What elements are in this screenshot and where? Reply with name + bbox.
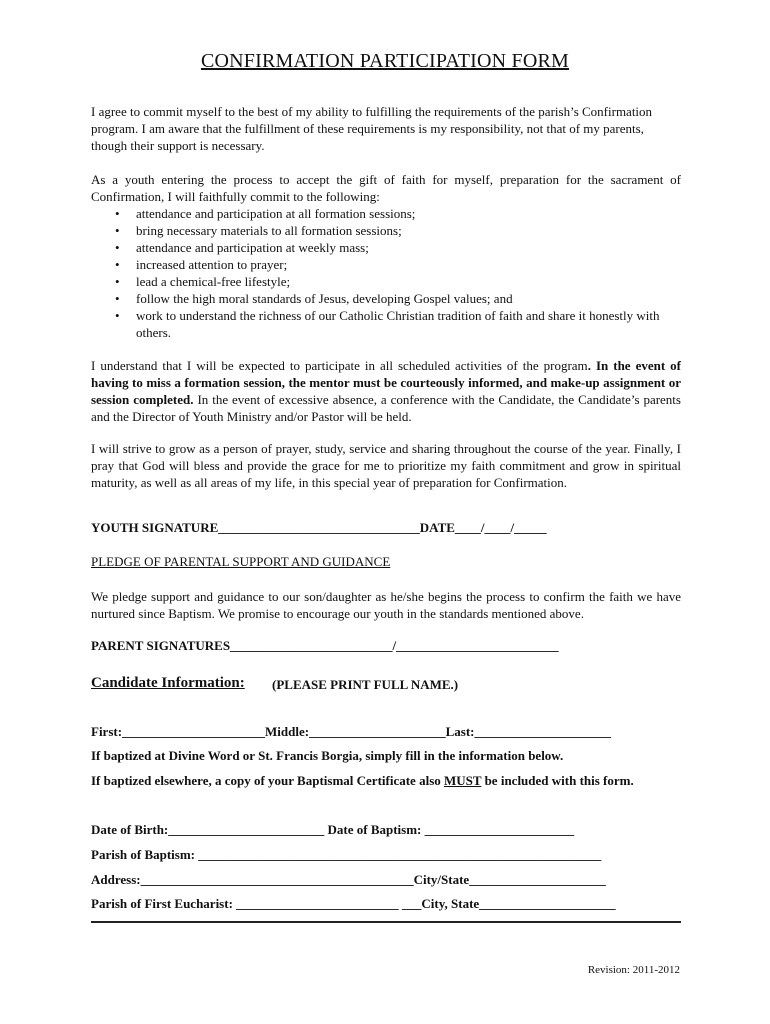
pledge-paragraph: We pledge support and guidance to our son/daughter as he/she begins the process to confirm the faith we have nurtured since Baptism. We promise to encourage our youth in the standards mentioned above. xyxy=(91,589,681,621)
growth-paragraph: I will strive to grow as a person of prayer, study, service and sharing throughout the course of the year. Finally, I pray that God will bless and provide the grace for me to prioritize my faith commitment and grow in spiritual maturity, as well as all areas of my life, in this special year of preparation for Confirmation. xyxy=(91,441,681,490)
must-emphasis: MUST xyxy=(444,773,482,788)
list-item: • work to understand the richness of our Catholic Christian tradition of faith and share it honestly with others. xyxy=(91,307,681,341)
list-item: • attendance and participation at weekly mass; xyxy=(91,239,681,256)
parish-of-baptism-field[interactable]: Parish of Baptism: ______________________________________________________________ xyxy=(91,847,602,862)
parent-signatures-line[interactable]: PARENT SIGNATURES_________________________/_________________________ xyxy=(91,638,559,653)
baptized-here-note: If baptized at Divine Word or St. Francis Borgia, simply fill in the information below. xyxy=(91,748,564,763)
attendance-text: I understand that I will be expected to participate in all scheduled activities of the program xyxy=(91,358,588,373)
baptized-elsewhere-tail: be included with this form. xyxy=(481,773,634,788)
commitment-list xyxy=(91,205,681,341)
list-item: • bring necessary materials to all formation sessions; xyxy=(91,222,681,239)
list-item: • attendance and participation at all formation sessions; xyxy=(91,205,681,222)
name-fields[interactable]: First:______________________Middle:_____________________Last:_____________________ xyxy=(91,724,611,739)
birth-baptism-date-fields[interactable]: Date of Birth:________________________ Date of Baptism: _______________________ xyxy=(91,822,575,837)
candidate-info-label: Candidate Information: xyxy=(91,675,245,691)
list-item: • follow the high moral standards of Jesus, developing Gospel values; and xyxy=(91,290,681,307)
revision-label: Revision: 2011-2012 xyxy=(587,964,680,976)
pledge-heading: PLEDGE OF PARENTAL SUPPORT AND GUIDANCE xyxy=(91,554,391,569)
youth-intro-paragraph: As a youth entering the process to accept the gift of faith for myself, preparation for the sacrament of Confirmation, I will faithfully commit to the following: xyxy=(91,172,681,204)
divider xyxy=(91,921,681,923)
candidate-info-note: (PLEASE PRINT FULL NAME.) xyxy=(272,677,459,692)
absence-text: In the event of excessive absence, a conference with the Candidate, the Candidate’s parents and the Director of Youth Ministry and/or Pastor will be held. xyxy=(91,392,681,424)
first-eucharist-field[interactable]: Parish of First Eucharist: _________________________ ___City, State_____________________ xyxy=(91,896,616,911)
attendance-paragraph xyxy=(91,357,681,425)
youth-signature-line[interactable]: YOUTH SIGNATURE_______________________________DATE____/____/_____ xyxy=(91,520,547,535)
baptized-elsewhere-text: If baptized elsewhere, a copy of your Baptismal Certificate also xyxy=(91,773,444,788)
baptized-elsewhere-note xyxy=(91,773,634,789)
missed-session-text: . In the event of having to miss a formation session, the mentor must be courteously informed, and make-up assignment or session completed. xyxy=(91,358,682,407)
list-item: • lead a chemical-free lifestyle; xyxy=(91,273,681,290)
list-item: • increased attention to prayer; xyxy=(91,256,681,273)
commitment-paragraph: I agree to commit myself to the best of my ability to fulfilling the requirements of the parish’s Confirmation program. I am aware that the fulfillment of these requirements is my responsibility, not that of my parents, though their support is necessary. xyxy=(91,104,653,153)
address-field[interactable]: Address:__________________________________________City/State_____________________ xyxy=(91,872,606,887)
form-title: CONFIRMATION PARTICIPATION FORM xyxy=(200,50,570,72)
